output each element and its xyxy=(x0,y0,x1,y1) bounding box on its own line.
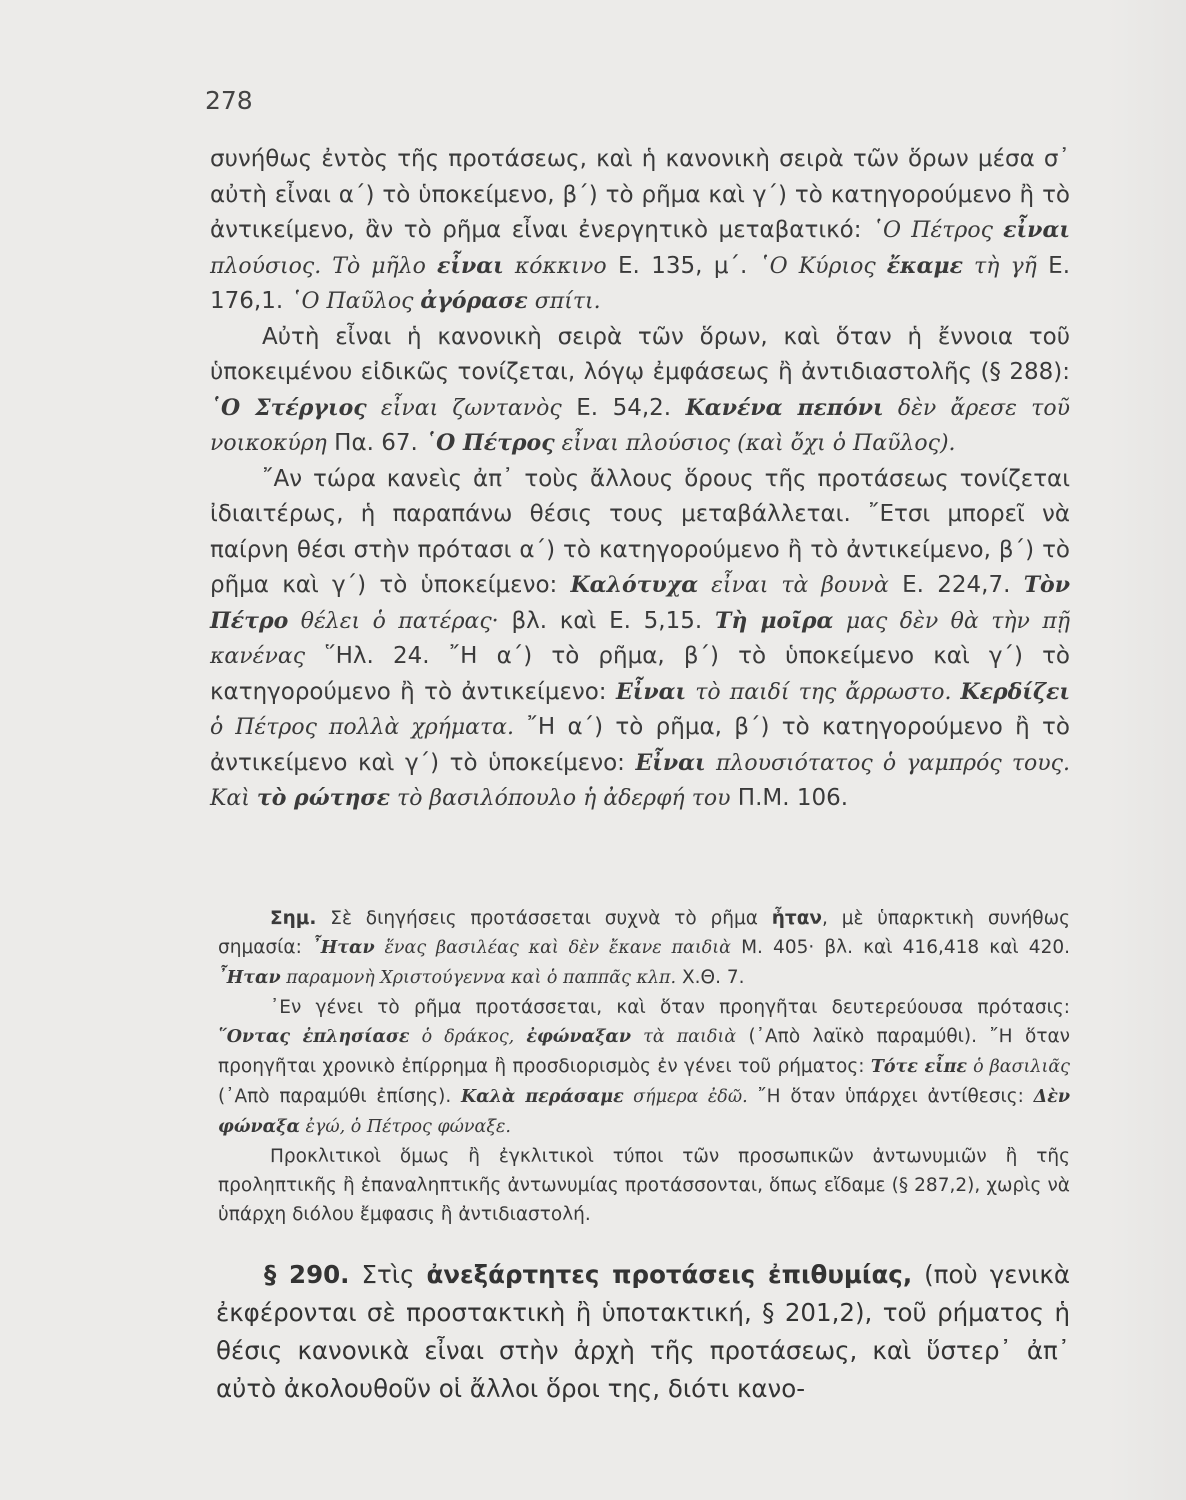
example-italic: ὁ βασιλιᾶς xyxy=(967,1057,1070,1077)
text-span: Στὶς xyxy=(349,1260,427,1289)
example-bold: Καλὰ περάσαμε xyxy=(460,1087,624,1107)
note-label: Σημ. xyxy=(270,908,317,929)
example-bold: Τότε εἶπε xyxy=(870,1057,968,1077)
text-span: (᾿Απὸ λαϊκὸ παραμύθι). ῎Η ὅταν προηγῆται χρονικὸ ἐπίρρημα ἢ προσδιορισμὸς ἐν γένει τοῦ ρήματος: xyxy=(218,1026,1070,1077)
example-bold: ῾Ο Πέτρος xyxy=(425,430,555,456)
example-italic: τὸ βασιλόπουλο ἡ ἀδερφή του xyxy=(390,786,731,811)
text-span: (ποὺ γενικὰ ἐκφέρονται σὲ προστακτικὴ ἢ ὑποτακτική, § 201,2), τοῦ ρήματος ἡ θέσις κανονικὰ εἶναι στὴν ἀρχὴ τῆς προτάσεως, καὶ ὕστερ᾿ ἀπ᾿ αὐτὸ ἀκολουθοῦν οἱ ἄλλοι ὅροι της, διότι κανο- xyxy=(216,1260,1071,1403)
example-italic: ῾Ο Πέτρος xyxy=(872,218,1004,243)
paragraph-emphasis-subject xyxy=(210,320,1070,462)
reference: Μ. 405· βλ. καὶ 416,418 καὶ 420. xyxy=(730,937,1070,958)
example-bold: ἀγόρασε xyxy=(420,288,528,314)
example-italic: σπίτι. xyxy=(527,289,601,314)
example-italic: παραμονὴ Χριστούγεννα καὶ ὁ παππᾶς κλπ. xyxy=(280,968,677,988)
section-290-paragraph xyxy=(216,1256,1070,1408)
page-number: 278 xyxy=(205,86,253,115)
example-bold: ῞Οντας ἐπλησίασε xyxy=(218,1027,410,1047)
example-bold: Δὲν φώναξα xyxy=(218,1087,1070,1137)
text-span: Αὐτὴ εἶναι ἡ κανονικὴ σειρὰ τῶν ὅρων, καὶ ὅταν ἡ ἔννοια τοῦ ὑποκειμένου εἰδικῶς τονίζεται, λόγῳ ἐμφάσεως ἢ ἀντιδιαστολῆς (§ 288): xyxy=(210,323,1070,385)
example-italic: ἕνας βασιλέας καὶ δὲν ἔκανε παιδιὰ xyxy=(374,938,731,958)
example-bold: Εἶναι xyxy=(635,749,706,776)
text-span: ῎Η α΄) τὸ ρῆμα, β΄) τὸ κατηγορούμενο ἢ τὸ ἀντικείμενο καὶ γ΄) τὸ ὑποκείμενο: xyxy=(210,714,1070,776)
paragraph-emphasis-other xyxy=(210,462,1070,817)
example-bold: εἶναι xyxy=(436,252,504,279)
note-paragraph-2 xyxy=(218,993,1070,1142)
reference: Π.Μ. 106. xyxy=(730,785,849,811)
example-italic: μας δὲν θὰ τὴν πῇ κανένας xyxy=(210,608,1070,669)
term-bold: ἦταν xyxy=(771,908,823,929)
text-span: ῞Ηλ. 24. ῎Η α΄) τὸ ρῆμα, β΄) τὸ ὑποκείμενο καὶ γ΄) τὸ κατηγορούμενο ἢ τὸ ἀντικείμενο: xyxy=(210,643,1070,705)
example-bold: Τὸν Πέτρο xyxy=(210,572,1070,634)
note-paragraph-1 xyxy=(218,904,1070,993)
note-paragraph-3: Προκλιτικοὶ ὅμως ἢ ἐγκλιτικοὶ τύποι τῶν προσωπικῶν ἀντωνυμιῶν ἢ τῆς προληπτικῆς ἢ ἐπαναληπτικῆς ἀντωνυμίας προτάσσονται, ὅπως εἴδαμε (§ 287,2), χωρὶς νὰ ὑπάρχη διόλου ἔμφασις ἢ ἀντιδιαστολή. xyxy=(218,1146,1070,1225)
page-edge-shadow xyxy=(1106,0,1186,1500)
text-span: ῎Αν τώρα κανεὶς ἀπ᾿ τοὺς ἄλλους ὅρους τῆς προτάσεως τονίζεται ἰδιαιτέρως, ἡ παραπάνω θέσις τους μεταβάλλεται. ῎Ετσι μπορεῖ νὰ παίρνη θέσι στὴν πρότασι α΄) τὸ κατηγορούμενο ἢ τὸ ἀντικείμενο, β΄) τὸ ρῆμα καὶ γ΄) τὸ ὑποκείμενο: xyxy=(210,465,1070,598)
text-span: (᾿Απὸ παραμύθι ἐπίσης). xyxy=(218,1086,461,1107)
section-290 xyxy=(216,1256,1070,1408)
text-span: ᾿Εν γένει τὸ ρῆμα προτάσσεται, καὶ ὅταν προηγῆται δευτερεύουσα πρότασις: xyxy=(270,997,1070,1018)
text-span: , μὲ ὑπαρκτικὴ συνήθως σημασία: xyxy=(218,908,1070,958)
example-italic: ἐγώ, ὁ Πέτρος φώναξε. xyxy=(299,1117,511,1137)
example-italic: ῾Ο Κύριος xyxy=(758,253,887,279)
example-italic: κόκκινο xyxy=(503,253,607,279)
example-bold: ῏Ηταν xyxy=(218,968,281,988)
example-bold: ῏Ηταν xyxy=(311,938,375,958)
section-number: § 290. xyxy=(264,1260,350,1289)
reference: Ε. 176,1. xyxy=(210,252,1071,314)
text-span: Σὲ διηγήσεις προτάσσεται συχνὰ τὸ ρῆμα xyxy=(316,908,772,929)
example-italic: τὰ παιδιὰ xyxy=(631,1027,737,1047)
reference: Πα. 67. xyxy=(326,430,426,456)
reference: βλ. καὶ Ε. 5,15. xyxy=(498,607,715,634)
example-italic: εἶναι ζωντανὸς xyxy=(366,395,562,421)
example-italic: τὴ γῆ xyxy=(963,253,1037,279)
example-bold: τὸ ρώτησε xyxy=(256,785,391,811)
example-italic: δὲν ἄρεσε τοῦ νοικοκύρη xyxy=(210,395,1070,456)
example-bold: Καλότυχα xyxy=(570,572,699,598)
paragraph-word-order xyxy=(210,142,1070,320)
example-bold: ῾Ο Στέργιος xyxy=(210,394,367,421)
example-bold: ἐφώναξαν xyxy=(526,1027,632,1047)
example-bold: Τὴ μοῖρα xyxy=(714,607,834,634)
example-italic: πλουσιότατος ὁ γαμπρός τους. Καὶ xyxy=(210,750,1070,811)
example-bold: Κανένα πεπόνι xyxy=(685,394,884,421)
reference: Χ.Θ. 7. xyxy=(676,967,745,988)
example-italic: εἶναι τὰ βουνὰ xyxy=(698,573,889,598)
main-text xyxy=(210,142,1070,817)
reference: Ε. 224,7. xyxy=(888,572,1024,598)
example-italic: τὸ παιδί της ἄρρωστο. xyxy=(686,679,961,705)
example-bold: Κερδίζει xyxy=(960,678,1070,705)
example-bold: ἔκαμε xyxy=(886,252,963,279)
reference: Ε. 54,2. xyxy=(561,394,686,421)
example-italic: εἶναι πλούσιος (καὶ ὄχι ὁ Παῦλος). xyxy=(554,431,956,456)
example-bold: εἶναι xyxy=(1003,217,1071,243)
example-bold: Εἶναι xyxy=(615,678,687,705)
example-italic: ὁ Πέτρος πολλὰ χρήματα. xyxy=(210,715,515,740)
example-italic: σήμερα ἐδῶ. xyxy=(623,1087,748,1107)
example-italic: πλούσιος. Τὸ μῆλο xyxy=(210,253,437,279)
example-italic: ῾Ο Παῦλος xyxy=(290,289,421,314)
text-span: ῎Η ὅταν ὑπάρχει ἀντίθεσις: xyxy=(747,1086,1034,1107)
example-italic: θέλει ὁ πατέρας· xyxy=(288,608,499,634)
term-bold: ἀνεξάρτητες προτάσεις ἐπιθυμίας, xyxy=(426,1260,913,1289)
note-block xyxy=(218,904,1070,1229)
example-italic: ὁ δράκος, xyxy=(409,1027,527,1047)
reference: Ε. 135, μ΄. xyxy=(606,252,759,279)
text-span: συνήθως ἐντὸς τῆς προτάσεως, καὶ ἡ κανονικὴ σειρὰ τῶν ὅρων μέσα σ᾿ αὐτὴ εἶναι α΄) τὸ ὑποκείμενο, β΄) τὸ ρῆμα καὶ γ΄) τὸ κατηγορούμενο ἢ τὸ ἀντικείμενο, ἂν τὸ ρῆμα εἶναι ἐνεργητικὸ μεταβατικό: xyxy=(210,146,1070,243)
